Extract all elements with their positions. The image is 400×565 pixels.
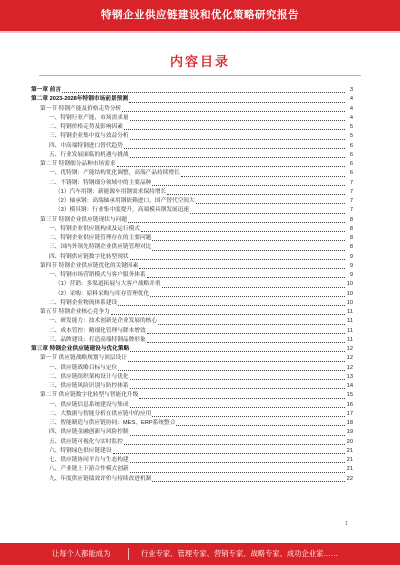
toc-entry[interactable] xyxy=(31,290,353,299)
toc-entry[interactable] xyxy=(31,336,353,345)
toc-entry-page: 10 xyxy=(346,290,353,297)
toc-entry[interactable] xyxy=(31,132,353,141)
footer-divider xyxy=(128,548,129,560)
toc-entry-label: 第五节 特钢企业核心竞争力 xyxy=(40,308,111,317)
toc-leader-dots xyxy=(130,457,345,463)
toc-entry-page: 11 xyxy=(347,309,353,315)
toc-entry-page: 14 xyxy=(346,383,353,389)
toc-entry[interactable] xyxy=(31,364,353,373)
toc-leader-dots xyxy=(147,328,345,334)
toc-entry-page: 6 xyxy=(349,151,353,158)
toc-leader-dots xyxy=(130,152,345,158)
toc-entry[interactable] xyxy=(31,179,353,188)
toc-entry-label: 三、品牌建设：打造高端特钢品牌形象 xyxy=(49,336,147,345)
toc-leader-dots xyxy=(130,402,345,408)
toc-leader-dots xyxy=(62,87,345,93)
toc-leader-dots xyxy=(118,365,345,371)
toc-entry[interactable] xyxy=(31,206,353,215)
toc-leader-dots xyxy=(130,430,345,436)
toc-entry[interactable] xyxy=(31,327,353,336)
toc-leader-dots xyxy=(124,143,345,149)
footer-slogan-right: 行业专家、管理专家、营销专家、战略专家、成功企业家…… xyxy=(141,549,339,558)
toc-entry-page: 9 xyxy=(349,262,353,269)
toc-entry[interactable] xyxy=(31,151,353,160)
toc-entry[interactable] xyxy=(31,197,353,206)
toc-entry[interactable] xyxy=(31,373,353,382)
toc-entry[interactable] xyxy=(31,123,353,132)
toc-entry[interactable] xyxy=(31,188,353,197)
toc-entry[interactable] xyxy=(31,86,353,95)
toc-entry-label: 第二节 供应链数字化转型与智能化升级 xyxy=(40,391,139,400)
toc-entry-page: 12 xyxy=(346,364,353,371)
toc-heading: 内容目录 xyxy=(169,54,230,69)
toc-entry-page: 18 xyxy=(346,420,353,426)
toc-leader-dots xyxy=(139,263,345,269)
toc-entry-page: 19 xyxy=(346,429,353,436)
toc-leader-dots xyxy=(128,356,345,362)
toc-entry[interactable] xyxy=(31,410,353,419)
toc-entry[interactable] xyxy=(31,308,353,317)
toc-entry-label: （2）轴承钢：高端轴承用钢依赖进口，国产替代空间大 xyxy=(55,197,196,206)
toc-entry[interactable] xyxy=(31,142,353,151)
toc-entry-label: 八、产业链上下游合作模式创新 xyxy=(49,465,130,474)
toc-entry-label: （1）营销：多渠道拓展与大客户战略并重 xyxy=(55,280,162,289)
toc-entry-page: 8 xyxy=(349,225,353,232)
toc-entry[interactable] xyxy=(31,280,353,289)
toc-leader-dots xyxy=(152,245,345,251)
toc-leader-dots xyxy=(152,235,345,241)
toc-entry-label: 三、供应链风险识别与防控体系 xyxy=(49,382,130,391)
toc-entry-page: 21 xyxy=(346,457,353,463)
toc-entry-page: 4 xyxy=(349,96,353,103)
toc-leader-dots xyxy=(111,309,345,315)
page-number: 1 xyxy=(345,521,348,527)
toc-entry-label: 一、优特钢：产能结构优化调整，高端产品持续增长 xyxy=(49,169,181,178)
toc-leader-dots xyxy=(130,115,345,121)
toc-entry[interactable] xyxy=(31,438,353,447)
toc-leader-dots xyxy=(124,124,345,130)
toc-entry-page: 4 xyxy=(349,105,353,112)
toc-entry[interactable] xyxy=(31,271,353,280)
toc-leader-dots xyxy=(162,282,345,288)
toc-entry[interactable] xyxy=(31,234,353,243)
toc-leader-dots xyxy=(181,171,345,177)
toc-entry-page: 10 xyxy=(346,281,353,288)
toc-entry-label: 一、研发能力：技术创新是企业发展的核心 xyxy=(49,317,158,326)
toc-entry-page: 13 xyxy=(346,373,353,380)
toc-leader-dots xyxy=(130,383,345,389)
toc-entry-label: 一、特钢企业供应链构成及运行模式 xyxy=(49,225,141,234)
toc-entry[interactable] xyxy=(31,382,353,391)
toc-entry-label: 三、国内外领先特钢企业供应链管理对比 xyxy=(49,243,152,252)
toc-entry-page: 9 xyxy=(349,253,353,260)
toc-entry-page: 17 xyxy=(346,410,353,417)
toc-entry-page: 20 xyxy=(346,438,353,445)
page-footer xyxy=(0,543,400,565)
toc-leader-dots xyxy=(118,300,345,306)
toc-entry[interactable] xyxy=(31,95,353,104)
toc-leader-dots xyxy=(176,420,345,426)
toc-entry-page: 6 xyxy=(349,142,353,149)
toc-entry-page: 21 xyxy=(346,466,353,473)
toc-entry-page: 16 xyxy=(346,401,353,408)
toc-entry[interactable] xyxy=(31,105,353,114)
toc-leader-dots xyxy=(139,393,345,399)
toc-entry-label: 三、智能制造与供应链协同：MES、ERP系统整合 xyxy=(49,419,176,428)
toc-entry-page: 21 xyxy=(346,447,353,454)
toc-entry[interactable] xyxy=(31,456,353,465)
toc-entry-label: 四、特钢供应链数字化转型现状 xyxy=(49,253,130,262)
toc-entry-label: 二、特钢企业供应链管理存在的主要问题 xyxy=(49,234,152,243)
toc-entry[interactable] xyxy=(31,317,353,326)
toc-entry-label: 一、供应链信息系统建设与集成 xyxy=(49,401,130,410)
toc-leader-dots xyxy=(150,291,345,297)
toc-entry[interactable] xyxy=(31,262,353,271)
toc-entry[interactable] xyxy=(31,169,353,178)
toc-leader-dots xyxy=(129,97,345,103)
toc-leader-dots xyxy=(130,374,345,380)
toc-entry-page: 11 xyxy=(347,327,353,334)
toc-leader-dots xyxy=(122,106,345,112)
toc-leader-dots xyxy=(158,319,345,325)
toc-entry-label: 第二节 特钢细分品种市场需求 xyxy=(40,160,117,169)
toc-entry-label: 第二章 2023-2028年特钢市场前景预测 xyxy=(31,95,129,104)
toc-entry-label: （1）汽车用钢：新能源车用钢需求保持增长 xyxy=(55,188,167,197)
toc-entry-label: 第三章 特钢企业供应链建设与优化策略 xyxy=(31,345,130,354)
toc-entry-label: （3）模具钢：行业集中度提升，高端模具钢发展迅速 xyxy=(55,206,190,215)
toc-entry-label: 七、供应链协同平台与生态构建 xyxy=(49,456,130,465)
toc-entry-label: 二、成本管控：精细化管理与降本增效 xyxy=(49,327,147,336)
toc-entry-page: 15 xyxy=(346,392,353,399)
toc-entry-label: 第一章 前言 xyxy=(31,86,62,95)
toc-entry[interactable] xyxy=(31,428,353,437)
toc-leader-dots xyxy=(124,439,345,445)
toc-entry-label: 一、供应链战略目标与定位 xyxy=(49,364,118,373)
toc-leader-dots xyxy=(117,161,345,167)
toc-entry-label: 五、供应链可视化与实时监控 xyxy=(49,438,124,447)
toc-entry-page: 22 xyxy=(346,475,353,482)
toc-entry-label: 二、大数据与智能分析在供应链中的应用 xyxy=(49,410,152,419)
toc-entry[interactable] xyxy=(31,401,353,410)
toc-entry[interactable] xyxy=(31,447,353,456)
toc-entry[interactable] xyxy=(31,225,353,234)
toc-entry-page: 3 xyxy=(349,87,353,93)
toc-entry[interactable] xyxy=(31,216,353,225)
toc-entry-label: 二、特钢价格走势及影响因素 xyxy=(49,123,124,132)
toc-entry-page: 7 xyxy=(349,198,353,204)
toc-entry[interactable] xyxy=(31,243,353,252)
toc-entry-page: 6 xyxy=(349,161,353,167)
toc-entry[interactable] xyxy=(31,391,353,400)
toc-entry-page: 11 xyxy=(347,336,353,343)
toc-entry-page: 6 xyxy=(349,170,353,177)
toc-entry-page: 8 xyxy=(349,216,353,223)
toc-leader-dots xyxy=(152,476,345,482)
toc-entry-page: 7 xyxy=(349,207,353,214)
toc-entry-label: 四、中高端特钢进口替代趋势 xyxy=(49,142,124,151)
report-title: 特钢企业供应链建设和优化策略研究报告 xyxy=(101,9,299,21)
toc-entry[interactable] xyxy=(31,114,353,123)
toc-leader-dots xyxy=(141,226,345,232)
toc-entry[interactable] xyxy=(31,419,353,428)
toc-leader-dots xyxy=(167,189,345,195)
toc-leader-dots xyxy=(196,198,345,204)
toc-heading-rule xyxy=(39,75,361,76)
toc-entry-page: 9 xyxy=(349,272,353,278)
toc-leader-dots xyxy=(128,217,345,223)
toc-leader-dots xyxy=(113,448,345,454)
toc-leader-dots xyxy=(130,346,345,352)
toc-entry-label: 五、行业发展面临的机遇与挑战 xyxy=(49,151,130,160)
toc-entry-label: 六、特钢绿色供应链建设 xyxy=(49,447,113,456)
toc-entry-page: 5 xyxy=(349,124,353,130)
toc-entry[interactable] xyxy=(31,253,353,262)
footer-slogan-left: 让每个人都能成为 xyxy=(52,549,111,558)
toc-entry-label: 二、不锈钢：特钢细分领域中的主要品种 xyxy=(49,179,152,188)
toc-entry-page: 12 xyxy=(346,355,353,362)
header-rule xyxy=(0,31,400,33)
toc-entry-label: 第一节 特钢产能及价格走势分析 xyxy=(40,105,122,114)
toc-leader-dots xyxy=(152,411,345,417)
toc-entry-label: 三、特钢企业集中度与效益分析 xyxy=(49,132,130,141)
toc-entry-label: 第一节 供应链战略规划与顶层设计 xyxy=(40,354,128,363)
toc-entry[interactable] xyxy=(31,299,353,308)
toc-leader-dots xyxy=(147,272,345,278)
toc-entry[interactable] xyxy=(31,160,353,169)
page-header xyxy=(0,0,400,31)
toc-entry-page: 4 xyxy=(349,114,353,121)
toc-entry[interactable] xyxy=(31,345,353,354)
toc-entry-label: 第四节 特钢企业供应链优化的关键因素 xyxy=(40,262,139,271)
toc-entry-label: 二、供应链组织架构设计与优化 xyxy=(49,373,130,382)
toc-entry-label: 二、特钢企业物流体系建设 xyxy=(49,299,118,308)
toc-entry-page: 8 xyxy=(349,244,353,251)
toc-leader-dots xyxy=(147,337,345,343)
toc-entry-page: 8 xyxy=(349,235,353,241)
toc-leader-dots xyxy=(130,254,345,260)
toc-entry-page: 12 xyxy=(346,346,353,352)
toc-entry-label: 一、特钢行业产能、市场需求量 xyxy=(49,114,130,123)
toc-leader-dots xyxy=(152,180,345,186)
toc-leader-dots xyxy=(130,467,345,473)
toc-entry-label: 第三节 特钢企业供应链现状与问题 xyxy=(40,216,128,225)
toc-entry-page: 10 xyxy=(346,299,353,306)
toc-entry-label: 一、特钢市场营销模式与客户服务体系 xyxy=(49,271,147,280)
toc-entry-label: 九、年度供应链绩效评价与持续改进机制 xyxy=(49,475,152,484)
toc-entry-page: 7 xyxy=(349,188,353,195)
toc-entry[interactable] xyxy=(31,354,353,363)
table-of-contents xyxy=(31,86,353,484)
toc-entry-label: 四、供应链金融创新与风险控制 xyxy=(49,428,130,437)
toc-leader-dots xyxy=(130,134,345,140)
toc-entry-label: （2）采购：原料采购与库存管理优化 xyxy=(55,290,150,299)
toc-leader-dots xyxy=(190,208,345,214)
toc-entry-page: 7 xyxy=(349,179,353,186)
toc-entry-page: 5 xyxy=(349,133,353,140)
toc-entry-page: 11 xyxy=(347,318,353,325)
toc-entry[interactable] xyxy=(31,475,353,484)
toc-entry[interactable] xyxy=(31,465,353,474)
